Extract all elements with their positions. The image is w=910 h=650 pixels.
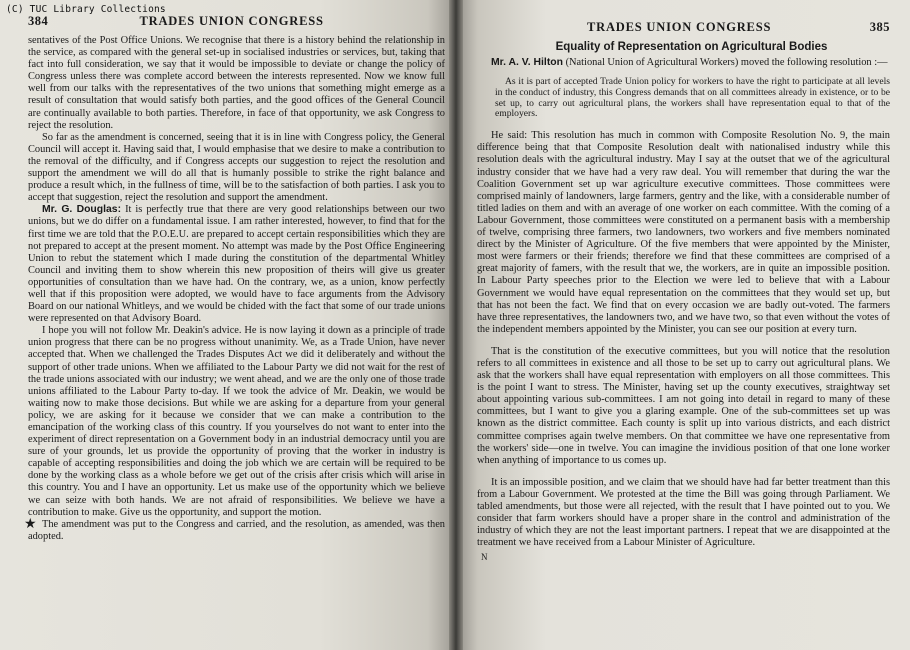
footer-mark: N — [481, 552, 488, 563]
right-paragraph-1: He said: This resolution has much in common with Composite Resolution No. 9, the main difference being that that Composite Resolution dealt with nationalised industry while this resolution deals with the agricultural industry. May I say at the outset that we of the agricultural industry consider that we have had a very raw deal. You will remember that during the war the Coalition Government set up war agriculture executive committees. Those committees were comprised mainly of landowners, large farmers, gentry and the like, with a considerable number of titled ladies on them and with an average of one worker on each committee. With the coming of a Labour Government, those committees were constituted on a permanent basis with a membership of twelve, comprising three farmers, two landowners, two workers and five members nominated direct by the Minister of Agriculture. Of the five members that were appointed by the Minister, most were farmers or their friends; therefore we find that these committees are comprised of a great majority of famers, with the result that we, the workers, are in quite an impossible position. In Labour Party speeches prior to the Election we were led to believe that with a Labour Government we would have equal representation on the committees that they would set up, but that has not been the fact. We find that on every occasion we are badly out-voted. The farmers have three representatives, the landowners two, and we have two, so that even without the votes of the independent members appointed by the Minister, you can see our position at every turn. — [477, 130, 890, 335]
right-running-title: TRADES UNION CONGRESS — [587, 20, 772, 34]
douglas-paragraph — [28, 204, 445, 325]
right-running-head — [477, 20, 890, 35]
hilton-intro — [477, 57, 890, 69]
right-page — [455, 0, 910, 650]
hilton-intro-text: (National Union of Agricultural Workers) moved the following resolution :— — [565, 57, 888, 68]
left-paragraph-2: So far as the amendment is concerned, seeing that it is in line with Congress policy, the General Council will accept it. Having said that, I would emphasise that we desire to make a contribution to the removal of the difficulty, and if Congress accepts our suggestion to reject the resolution and support the amendment we will do all that is humanly possible to strike the right balance and produce a result which, in the fullness of time, will be to the satisfaction of both parties. I ask you to accept that suggestion, reject the resolution and support the amendment. — [28, 131, 445, 204]
watermark: (C) TUC Library Collections — [6, 4, 166, 15]
right-page-number: 385 — [869, 20, 890, 34]
star-icon: ★ — [24, 516, 37, 532]
left-page-number: 384 — [28, 14, 49, 28]
left-running-title: TRADES UNION CONGRESS — [139, 14, 324, 28]
right-body — [477, 57, 890, 563]
left-paragraph-4: I hope you will not follow Mr. Deakin's advice. He is now laying it down as a principle of trade union progress that there can be no progress without unanimity. We, as a Trade Union, have never accepted that. When we challenged the Trades Disputes Act we did it deliberately and without the support of other trade unions. When we affiliated to the Labour Party we did not wait for the rest of the trade unions associated with our industry; we went ahead, and we are the only one of those trade unions affiliated to the Labour Party to-day. If we took the advice of Mr. Deakin, we would be waiting now to make those decisions. But while we are asking for a departure from your general policy, we are asking for it because we consider that we can make a contribution to the emancipation of the working class of this country. If you yourselves do not want to enter into the experiment of direct representation on a Government body in an industrial democracy until you are sure of your grounds, let us provide the opportunity of proving that the worker in industry is capable of accepting responsibilities and doing the job which we are certain will be required to be done by the working class as a whole before we get out of the crisis after crisis which will arise in this country. You and I have an opportunity. Let us make use of the opportunity which we believe we can seize with both hands. We are not afraid of responsibilities. We believe we have a contribution to make. Give us the opportunity, and support the motion. — [28, 325, 445, 518]
resolution-paragraph: As it is part of accepted Trade Union policy for workers to have the right to participate at all levels in the conduct of industry, this Congress demands that on all committees already in existence, or to be set up, to carry out agricultural plans, the workers shall have representation equal to that of the employers. — [495, 76, 890, 120]
closing-text: The amendment was put to the Congress and carried, and the resolution, as amended, was then adopted. — [28, 518, 445, 542]
left-paragraph-1: sentatives of the Post Office Unions. We recognise that there is a history behind the relationship in the service, as compared with the general set-up in socialised industries or services, but, taking that fact into full consideration, we say that it would be impossible to deviate or change the policy of Congress unless there was complete accord between the interests represented. Now we know full well from our talks with the representatives of the two unions that something might emerge as a result of consultation that would satisfy both parties, and the good offices of the General Council are continually available to both parties. Therefore, in face of that opportunity, we ask Congress to reject the resolution. — [28, 35, 445, 131]
left-running-head — [28, 14, 445, 29]
section-heading: Equality of Representation on Agricultural Bodies — [555, 41, 828, 53]
speaker-hilton: Mr. A. V. Hilton — [491, 57, 563, 68]
right-paragraph-2: That is the constitution of the executive committees, but you will notice that the resolution refers to all committees in existence and all those to be set up to carry out agricultural plans. We ask that the workers shall have equal representation with employers on all those committees. This is the point I want to stress. The Minister, having set up the county executives, straightway set about appointing various sub-committees. I am not going into detail in regard to many of these committees, but I want to give you a glaring example. One of the sub-committees set up was known as the district committee. Each county is split up into various districts, and each district committee comprises again twelve members. On that committee we have one representative from the workers' side—one in twelve. You can imagine the invidious position of that one lone worker when anything of importance to us comes up. — [477, 345, 890, 466]
left-body — [24, 35, 445, 543]
right-paragraph-3: It is an impossible position, and we claim that we should have had far better treatment than this from a Labour Government. We protested at the time the Bill was going through Parliament. We tabled amendments, but those were all rejected, with the result that I have pointed out to you. We consider that farm workers should have a proper share in the control and administration of the industry of which they are not the least important partners. I repeat that we are disappointed at the treatment we have received from a Labour Minister of Agriculture. — [477, 476, 890, 549]
douglas-text: It is perfectly true that there are very good relationships between our two unions, but we do differ on a fundamental issue. I am rather interested, however, to find that for the first time we are told that the P.O.E.U. are prepared to accept certain responsibilities which they are not prepared to accept at the present moment. No attempt was made by the Post Office Engineering Union to rebut the statement which I made during the constitution of the departmental Whitley Council and inviting them to show wherein this new proposition of theirs will give us greater opportunities of consultation than we have had. On the contrary, we, as a union, know perfectly well that if this proposition were adopted, we would have to face arguments from the Advisory Board on our national Whitleys, and we would be chided with the fact that some of our trade unions were represented on that Advisory Board. — [28, 204, 445, 325]
speaker-douglas: Mr. G. Douglas: — [42, 204, 122, 216]
book-gutter — [449, 0, 463, 650]
resolution-text — [495, 77, 890, 120]
closing-paragraph — [24, 516, 445, 543]
